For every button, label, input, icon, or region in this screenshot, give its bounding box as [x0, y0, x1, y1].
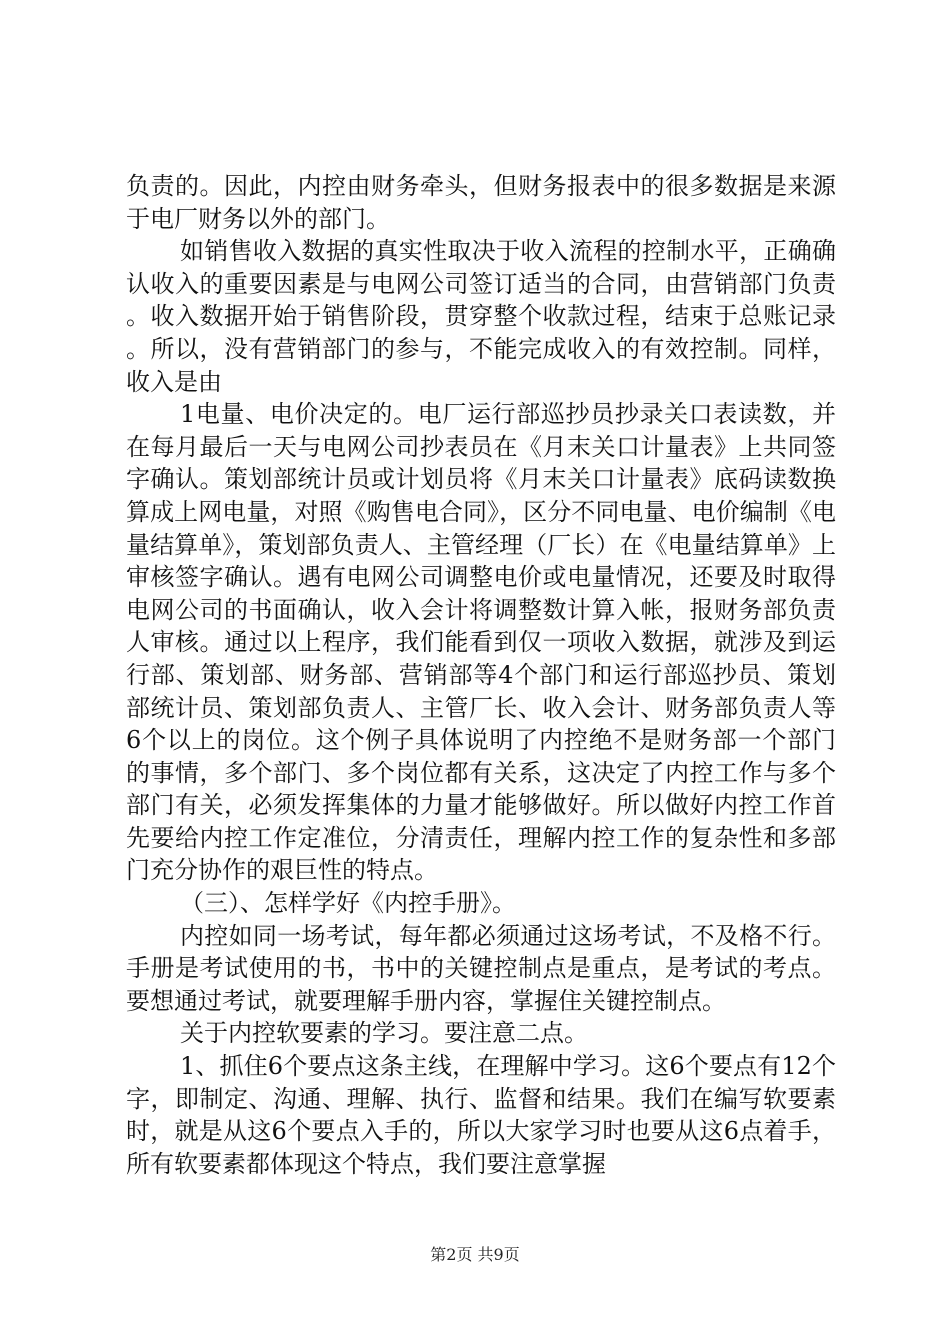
section-heading: （三）、怎样学好《内控手册》。: [180, 889, 516, 918]
paragraph-2: 如销售收入数据的真实性取决于收入流程的控制水平，正确确认收入的重要因素是与电网公司签订适当的合同，由营销部门负责。收入数据开始于销售阶段，贯穿整个收款过程，结束于总账记录。所以，没有营销部门的参与，不能完成收入的有效控制。同样，收入是由: [126, 237, 836, 396]
document-body: [126, 170, 836, 1180]
paragraph-6: 关于内控软要素的学习。要注意二点。: [180, 1019, 588, 1048]
paragraph-3: 1电量、电价决定的。电厂运行部巡抄员抄录关口表读数，并在每月最后一天与电网公司抄表员在《月末关口计量表》上共同签字确认。策划部统计员或计划员将《月末关口计量表》底码读数换算成上网电量，对照《购售电合同》，区分不同电量、电价编制《电量结算单》，策划部负责人、主管经理（厂长）在《电量结算单》上审核签字确认。遇有电网公司调整电价或电量情况，还要及时取得电网公司的书面确认，收入会计将调整数计算入帐，报财务部负责人审核。通过以上程序，我们能看到仅一项收入数据，就涉及到运行部、策划部、财务部、营销部等4个部门和运行部巡抄员、策划部统计员、策划部负责人、主管厂长、收入会计、财务部负责人等6个以上的岗位。这个例子具体说明了内控绝不是财务部一个部门的事情，多个部门、多个岗位都有关系，这决定了内控工作与多个部门有关，必须发挥集体的力量才能够做好。所以做好内控工作首先要给内控工作定准位，分清责任，理解内控工作的复杂性和多部门充分协作的艰巨性的特点。: [126, 400, 836, 885]
paragraph-1: 负责的。因此，内控由财务牵头，但财务报表中的很多数据是来源于电厂财务以外的部门。: [126, 172, 836, 233]
page-number-footer: 第2页 共9页: [430, 1245, 520, 1264]
paragraph-7: 1、抓住6个要点这条主线，在理解中学习。这6个要点有12个字，即制定、沟通、理解、执行、监督和结果。我们在编写软要素时，就是从这6个要点入手的，所以大家学习时也要从这6点着手，所有软要素都体现这个特点，我们要注意掌握: [126, 1052, 836, 1178]
paragraph-5: 内控如同一场考试，每年都必须通过这场考试，不及格不行。手册是考试使用的书，书中的关键控制点是重点，是考试的考点。要想通过考试，就要理解手册内容，掌握住关键控制点。: [126, 921, 836, 1015]
